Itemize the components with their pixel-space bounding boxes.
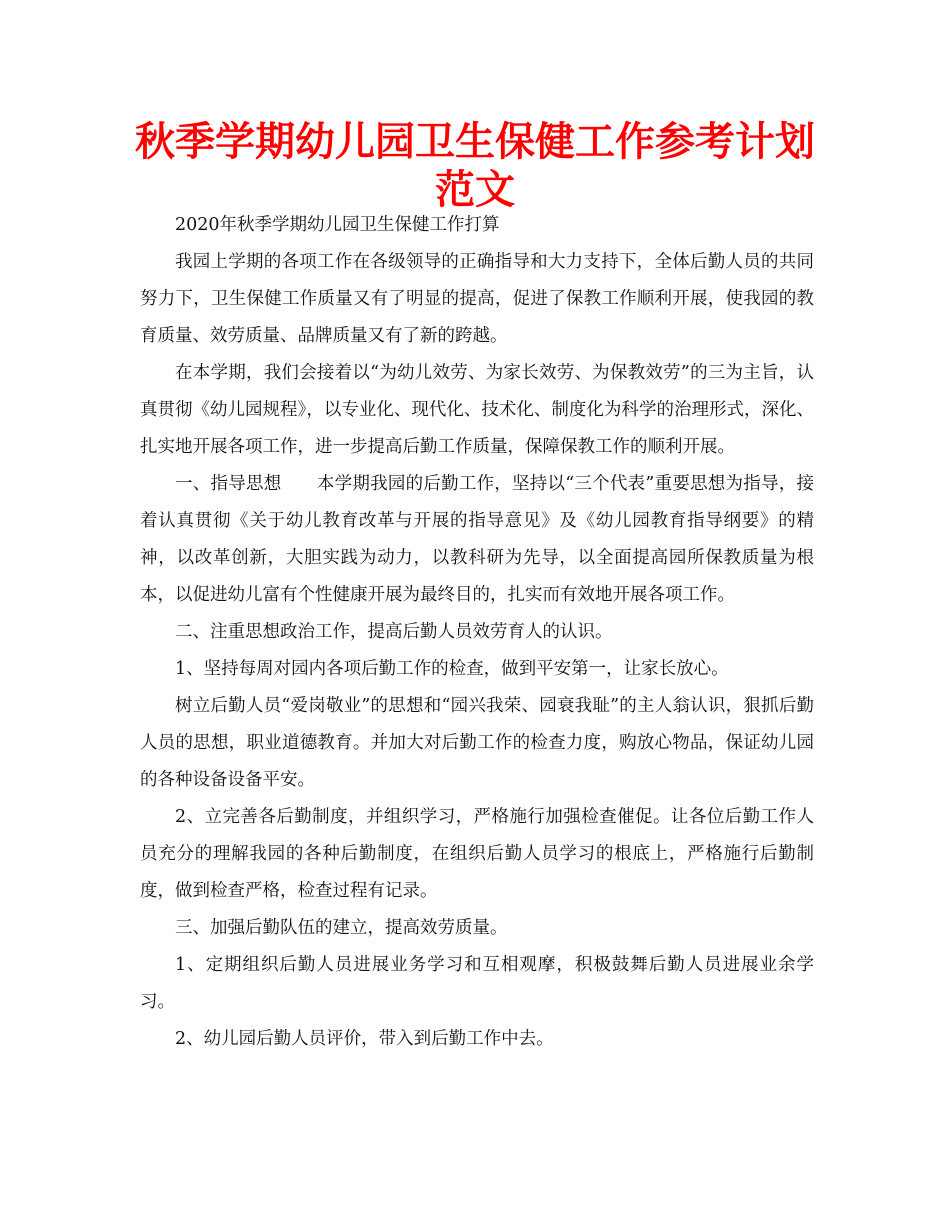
- paragraph: 我园上学期的各项工作在各级领导的正确指导和大力支持下，全体后勤人员的共同努力下，卫生保健工作质量又有了明显的提高，促进了保教工作顺利开展，使我园的教育质量、效劳质量、品牌质量又有了新的跨越。: [140, 252, 814, 346]
- paragraph: 在本学期，我们会接着以“为幼儿效劳、为家长效劳、为保教效劳”的三为主旨，认真贯彻《幼儿园规程》，以专业化、现代化、技术化、制度化为科学的治理形式，深化、扎实地开展各项工作，进一步提高后勤工作质量，保障保教工作的顺利开展。: [140, 363, 814, 457]
- document-title: 秋季学期幼儿园卫生保健工作参考计划范文: [135, 119, 815, 213]
- paragraph: 1、坚持每周对园内各项后勤工作的检查，做到平安第一，让家长放心。: [175, 659, 729, 679]
- paragraph-subtitle: 2020年秋季学期幼儿园卫生保健工作打算: [175, 215, 500, 235]
- paragraph: 2、幼儿园后勤人员评价，带入到后勤工作中去。: [175, 1029, 554, 1049]
- paragraph-section-2-heading: 二、注重思想政治工作，提高后勤人员效劳育人的认识。: [175, 622, 613, 642]
- document-body: [140, 207, 814, 1058]
- paragraph-section-3-heading: 三、加强后勤队伍的建立，提高效劳质量。: [175, 918, 508, 938]
- paragraph: 2、立完善各后勤制度，并组织学习，严格施行加强检查催促。让各位后勤工作人员充分的理解我园的各种后勤制度，在组织后勤人员学习的根底上，严格施行后勤制度，做到检查严格，检查过程有记录。: [140, 807, 814, 901]
- paragraph-section-1: 一、指导思想 本学期我园的后勤工作，坚持以“三个代表”重要思想为指导，接着认真贯彻《关于幼儿教育改革与开展的指导意见》及《幼儿园教育指导纲要》的精神，以改革创新，大胆实践为动力，以教科研为先导，以全面提高园所保教质量为根本，以促进幼儿富有个性健康开展为最终目的，扎实而有效地开展各项工作。: [140, 474, 814, 605]
- paragraph: 1、定期组织后勤人员进展业务学习和互相观摩，积极鼓舞后勤人员进展业余学习。: [140, 955, 814, 1012]
- paragraph: 树立后勤人员“爱岗敬业”的思想和“园兴我荣、园衰我耻”的主人翁认识，狠抓后勤人员的思想，职业道德教育。并加大对后勤工作的检查力度，购放心物品，保证幼儿园的各种设备设备平安。: [140, 696, 814, 790]
